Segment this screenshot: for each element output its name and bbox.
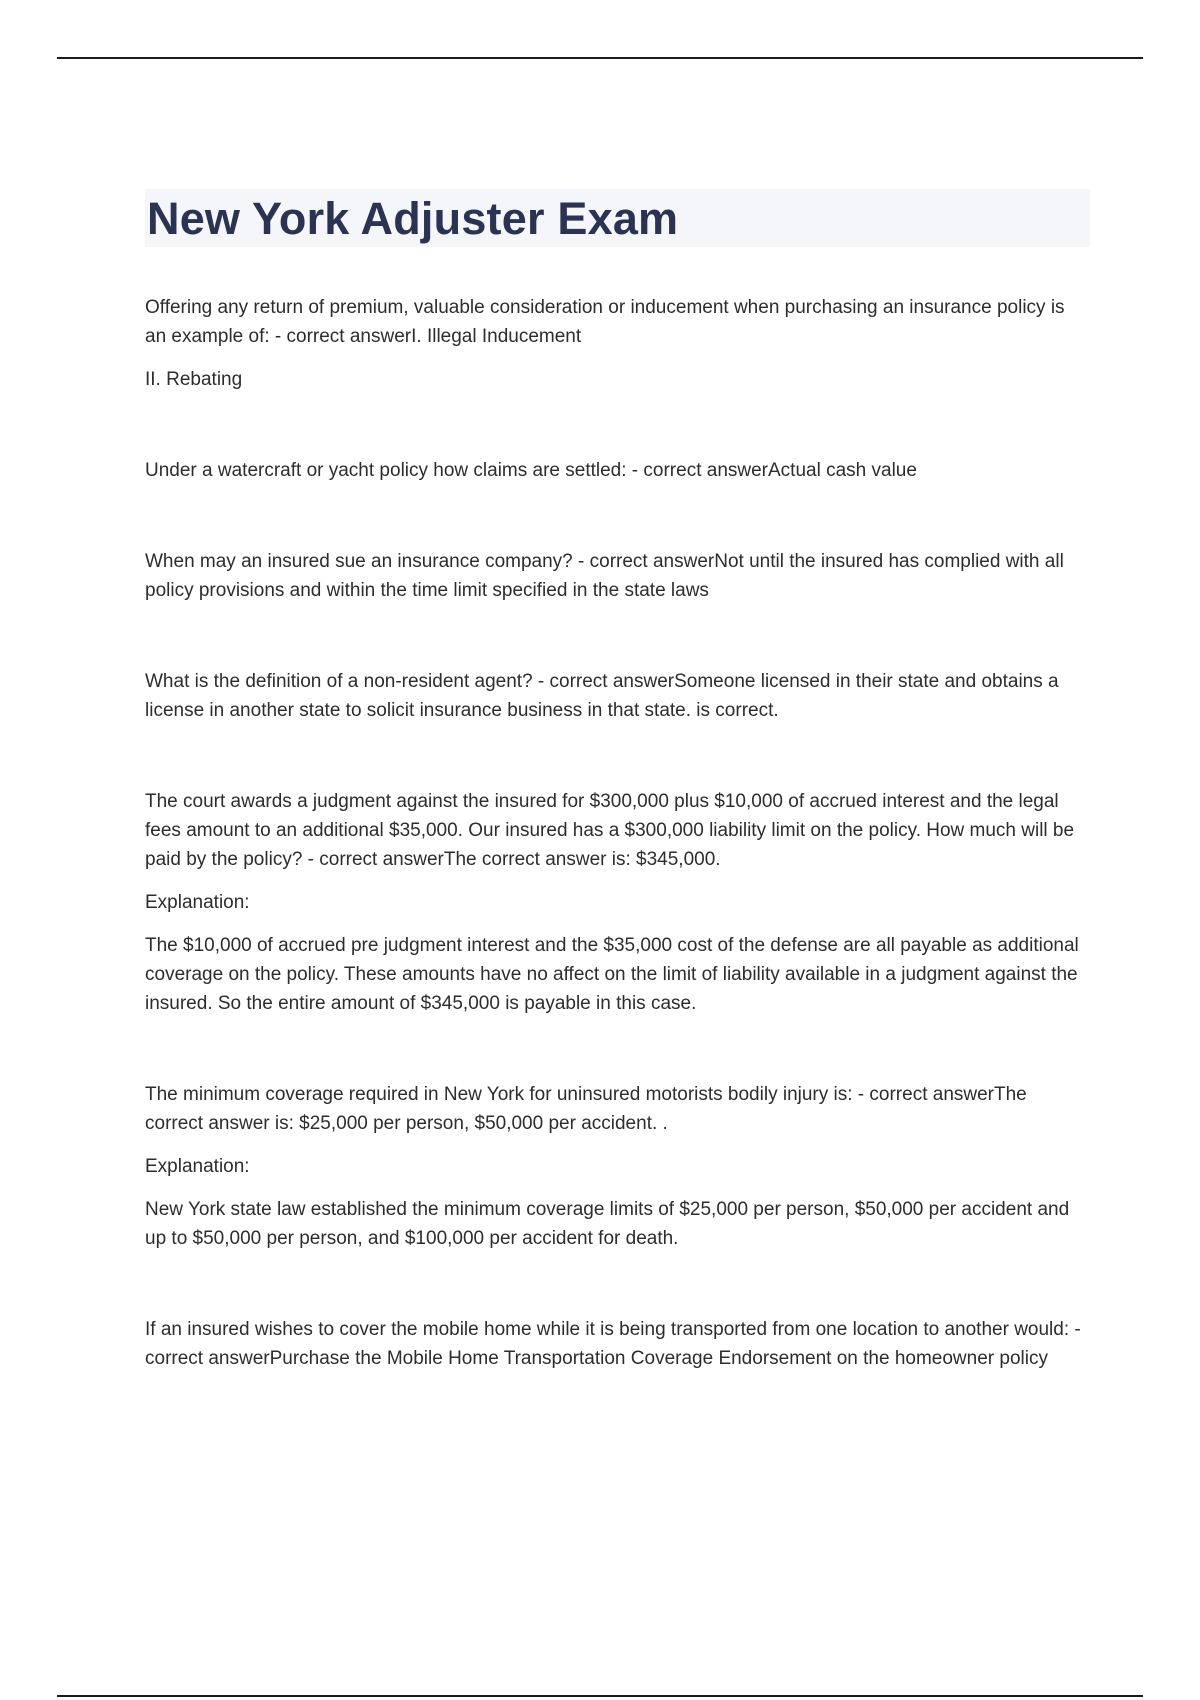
question-text: When may an insured sue an insurance company? - correct answerNot until the insured has complied with all policy provisions and within the time limit specified in the state laws xyxy=(145,551,1064,601)
question-text: What is the definition of a non-resident agent? - correct answerSomeone licensed in their state and obtains a license in another state to solicit insurance business in that state. is correct. xyxy=(145,671,1059,721)
qa-entry xyxy=(145,293,1090,394)
qa-entry xyxy=(145,1315,1090,1373)
explanation-text: The $10,000 of accrued pre judgment interest and the $35,000 cost of the defense are all payable as additional coverage on the policy. These amounts have no affect on the limit of liability available in a judgment against the insured. So the entire amount of $345,000 is payable in this case. xyxy=(145,935,1079,1014)
qa-entry xyxy=(145,1080,1090,1253)
question-text: If an insured wishes to cover the mobile home while it is being transported from one location to another would: - correct answerPurchase the Mobile Home Transportation Coverage Endorsement on the homeowner policy xyxy=(145,1319,1081,1369)
document-title: New York Adjuster Exam xyxy=(147,192,679,244)
title-banner xyxy=(145,189,1090,247)
qa-entry xyxy=(145,456,1090,485)
qa-entry xyxy=(145,547,1090,605)
answer-continuation: II. Rebating xyxy=(145,369,243,390)
question-text: The minimum coverage required in New York for uninsured motorists bodily injury is: - correct answerThe correct answer is: $25,000 per person, $50,000 per accident. . xyxy=(145,1084,1027,1134)
explanation-label: Explanation: xyxy=(145,892,250,913)
document-body xyxy=(145,189,1090,1435)
explanation-label: Explanation: xyxy=(145,1156,250,1177)
qa-entry xyxy=(145,787,1090,1018)
qa-entry xyxy=(145,667,1090,725)
question-text: The court awards a judgment against the insured for $300,000 plus $10,000 of accrued interest and the legal fees amount to an additional $35,000. Our insured has a $300,000 liability limit on the policy. How much will be paid by the policy? - correct answerThe correct answer is: $345,000. xyxy=(145,791,1075,870)
question-text: Offering any return of premium, valuable consideration or inducement when purchasing an insurance policy is an example of: - correct answerI. Illegal Inducement xyxy=(145,297,1065,347)
top-divider xyxy=(57,57,1143,59)
explanation-text: New York state law established the minimum coverage limits of $25,000 per person, $50,000 per accident and up to $50,000 per person, and $100,000 per accident for death. xyxy=(145,1199,1070,1249)
question-text: Under a watercraft or yacht policy how claims are settled: - correct answerActual cash value xyxy=(145,460,917,481)
bottom-divider xyxy=(57,1695,1143,1697)
